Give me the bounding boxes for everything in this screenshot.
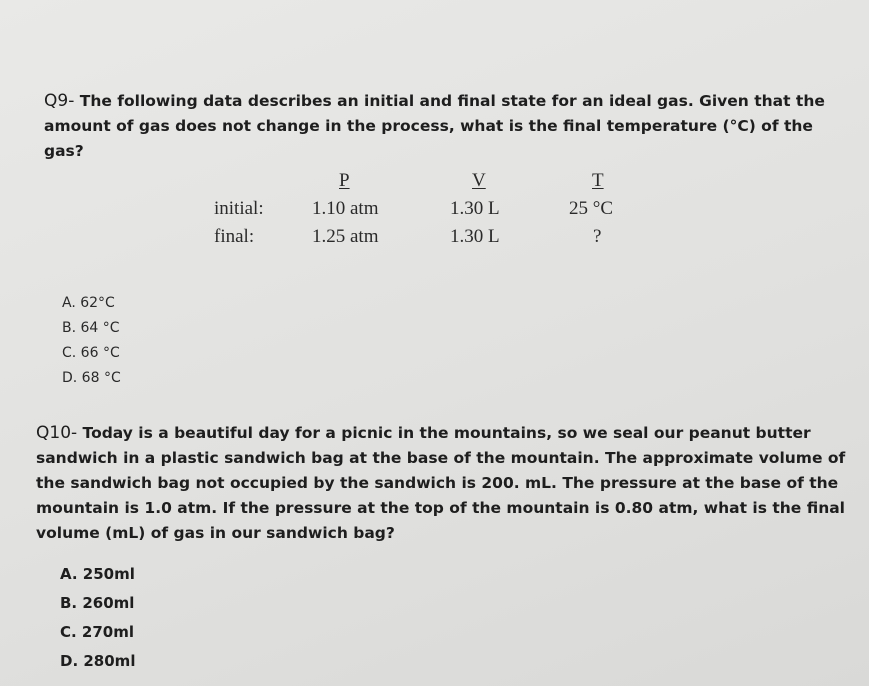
row-final-label: final: <box>214 226 255 247</box>
row-initial-label: initial: <box>214 198 264 219</box>
option-b[interactable]: B. 260ml <box>60 594 135 612</box>
header-volume: V <box>472 170 486 191</box>
option-a[interactable]: A. 62°C <box>62 295 115 311</box>
question-9-body: The following data describes an initial and final state for an ideal gas. Given that the amount of gas does not change in the process, what is the final temperature (°C) of the gas? <box>44 92 825 160</box>
option-a[interactable]: A. 250ml <box>60 565 135 583</box>
header-pressure: P <box>339 170 350 191</box>
option-d[interactable]: D. 68 °C <box>62 370 121 386</box>
row-final-volume: 1.30 L <box>450 226 500 247</box>
question-10-number: Q10- <box>36 423 78 443</box>
row-initial-volume: 1.30 L <box>450 198 500 219</box>
question-10-text <box>36 421 856 546</box>
row-final-pressure: 1.25 atm <box>312 226 379 247</box>
question-10-options <box>60 560 135 676</box>
header-temperature: T <box>592 170 604 191</box>
option-c[interactable]: C. 66 °C <box>62 345 120 361</box>
option-b[interactable]: B. 64 °C <box>62 320 120 336</box>
question-9-number: Q9- <box>44 91 75 111</box>
option-d[interactable]: D. 280ml <box>60 652 136 670</box>
gas-state-table <box>0 0 869 270</box>
question-10-body: Today is a beautiful day for a picnic in the mountains, so we seal our peanut butter sandwich in a plastic sandwich bag at the base of the mountain. The approximate volume of the sandwich bag not occupied by the sandwich is 200. mL. The pressure at the base of the mountain is 1.0 atm. If the pressure at the top of the mountain is 0.80 atm, what is the final volume (mL) of gas in our sandwich bag? <box>36 424 846 542</box>
row-initial-pressure: 1.10 atm <box>312 198 379 219</box>
row-initial-temperature: 25 °C <box>569 198 614 219</box>
question-9-options <box>62 291 121 391</box>
row-final-temperature: ? <box>593 226 602 247</box>
option-c[interactable]: C. 270ml <box>60 623 135 641</box>
